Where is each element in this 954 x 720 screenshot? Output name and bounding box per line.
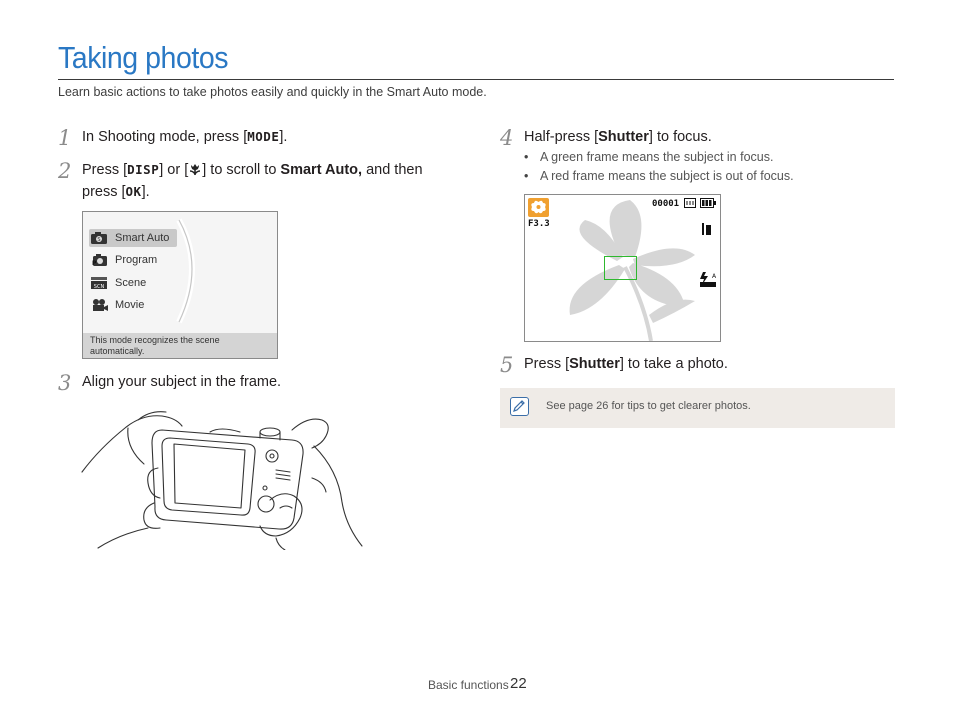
shutter-key-label: Shutter [598,129,649,145]
menu-item-movie[interactable] [89,296,144,314]
step-5-text [524,353,728,375]
note-text: See page 26 for tips to get clearer photos. [546,400,751,412]
title-divider [58,79,894,80]
mode-key-label: MODE [247,129,280,144]
menu-item-label: Movie [115,299,145,311]
step-2-line-1 [82,159,423,181]
page-title: Taking photos [58,40,229,75]
step-5-post: ] to take a photo. [619,356,728,372]
aperture-readout: F3.3 [528,219,550,229]
flash-auto-icon [699,271,717,288]
step-4-number: 4 [500,126,514,150]
step-3-number: 3 [58,371,72,395]
svg-text:P: P [92,260,97,267]
menu-item-label: Scene [115,277,147,289]
menu-item-program[interactable] [89,251,157,269]
footer-page-number: 22 [510,675,527,692]
macro-tulip-icon [188,162,202,176]
step-2-d: and then [362,162,423,178]
step-5-pre: Press [ [524,356,570,372]
step-5-number: 5 [500,353,514,377]
note-box [500,388,895,428]
step-4-pre: Half-press [ [524,129,599,145]
menu-description [83,333,277,358]
smart-auto-camera-icon [89,231,109,245]
svg-text:S: S [97,237,101,243]
step-1-post: ]. [279,129,288,145]
step-4-text [524,126,712,148]
focus-frame [604,256,637,280]
page-subtitle: Learn basic actions to take photos easily and quickly in the Smart Auto mode. [58,85,487,99]
movie-camera-icon [89,298,109,312]
step-4-post: ] to focus. [648,129,712,145]
disp-key-label: DISP [127,162,160,177]
camera-preview-screen [524,194,721,342]
hands-holding-camera-illustration [80,408,370,550]
shutter-key-label: Shutter [569,356,620,372]
step-1-number: 1 [58,126,72,150]
footer-section-name: Basic functions [428,678,509,692]
step-2-line2-post: ]. [141,184,150,200]
smart-auto-mode-badge [528,198,549,217]
battery-icon [700,198,716,208]
program-camera-icon [89,253,109,267]
shot-counter: 00001 [652,199,680,209]
bullet-red-frame: • A red frame means the subject is out of focus. [524,169,794,183]
menu-item-label: Program [115,254,158,266]
step-1-pre: In Shooting mode, press [ [82,129,248,145]
step-3-text: Align your subject in the frame. [82,374,282,390]
step-1-text [82,126,287,148]
metering-icon [702,223,712,235]
bullet-text: A green frame means the subject in focus. [540,150,774,164]
menu-item-smart-auto[interactable] [89,229,177,247]
ok-key-label: OK [125,184,142,199]
step-2-number: 2 [58,159,72,183]
menu-item-label: Smart Auto [115,232,170,244]
mode-menu-screen [82,211,278,359]
svg-text:A: A [712,273,717,280]
step-2-a: Press [ [82,162,128,178]
smart-auto-flower-icon [528,198,549,217]
note-pencil-icon [510,397,529,416]
resolution-icon [684,198,696,208]
scene-clapper-icon [89,276,109,290]
svg-text:SCN: SCN [93,284,105,290]
bullet-text: A red frame means the subject is out of focus. [540,169,794,183]
bullet-green-frame: • A green frame means the subject in focus. [524,150,774,164]
step-2-line-2 [82,181,150,203]
menu-description-line-1: This mode recognizes the scene [90,335,220,345]
step-2-c: ] to scroll to [202,162,281,178]
smart-auto-emphasis: Smart Auto, [280,162,363,178]
step-2-line2-pre: press [ [82,184,126,200]
menu-description-line-2: automatically. [90,346,145,356]
menu-item-scene[interactable] [89,274,146,292]
step-2-b: ] or [ [159,162,189,178]
